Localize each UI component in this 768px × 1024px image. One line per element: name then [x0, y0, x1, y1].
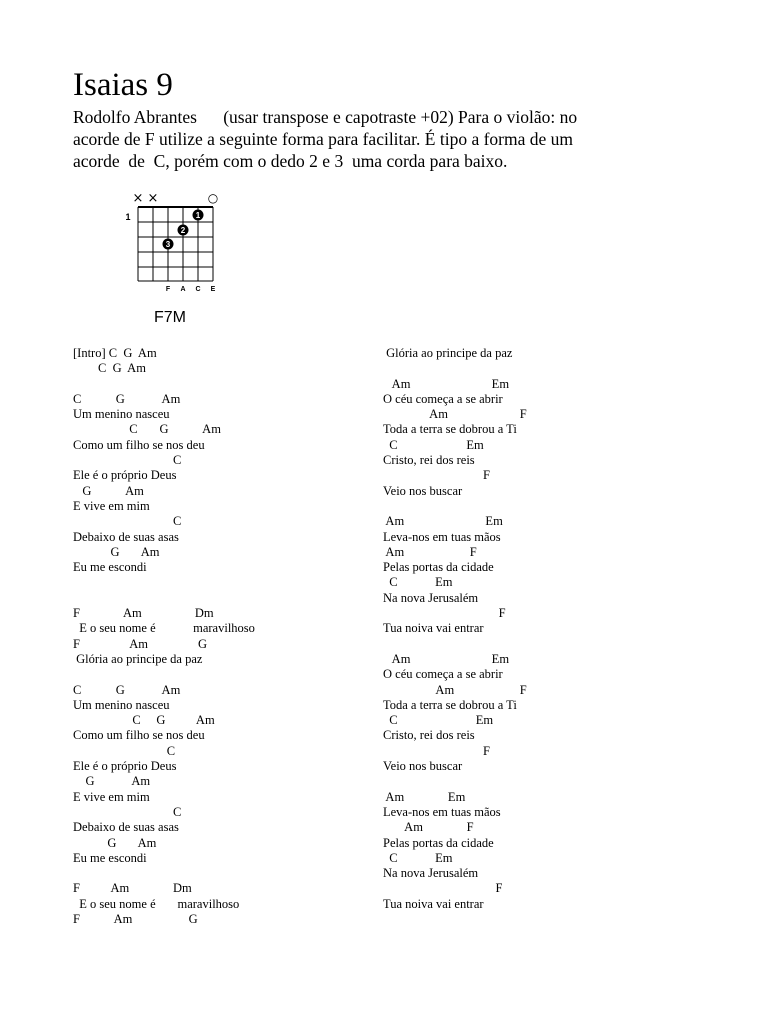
lyric-line: Am F [383, 544, 477, 559]
lyric-line: C [73, 743, 176, 758]
lyric-line: C [73, 514, 182, 529]
lyric-line: G Am [73, 483, 144, 498]
lyric-line: F Am Dm [73, 881, 192, 896]
lyric-line: E o seu nome é maravilhoso [73, 621, 255, 636]
lyric-line: C G Am [73, 391, 181, 406]
lyric-line: C Em [383, 575, 453, 590]
lyric-line: Debaixo de suas asas [73, 529, 179, 544]
lyric-line: Pelas portas da cidade [383, 560, 494, 575]
lyric-line: Veio nos buscar [383, 483, 463, 498]
lyrics-column-left [73, 346, 373, 927]
lyric-line: Eu me escondi [73, 560, 147, 575]
lyric-line: [Intro] C G Am [73, 346, 157, 360]
lyric-line [383, 774, 713, 789]
lyric-line: C Em [383, 437, 484, 452]
lyric-line: Am Em [383, 651, 510, 666]
open-string-marker: ○ [207, 191, 219, 205]
lyric-line: C [73, 804, 182, 819]
lyric-line: Leva-nos em tuas mãos [383, 804, 501, 819]
lyric-line: Am F [383, 407, 527, 422]
lyric-line [383, 499, 713, 514]
lyric-line: C Em [383, 850, 453, 865]
lyric-line: Toda a terra se dobrou a Ti [383, 697, 517, 712]
lyric-line: Um menino nasceu [73, 407, 170, 422]
lyric-line: Am Em [383, 789, 466, 804]
lyric-line: C Em [383, 713, 494, 728]
lyric-line: F [383, 606, 506, 621]
muted-string-marker: × [132, 191, 144, 206]
lyric-line: G Am [73, 774, 151, 789]
lyric-line: O céu começa a se abrir [383, 667, 503, 682]
lyric-line: Cristo, rei dos reis [383, 728, 475, 743]
lyric-line: Am F [383, 682, 527, 697]
string-note: A [180, 286, 186, 293]
lyric-line: Toda a terra se dobrou a Ti [383, 422, 517, 437]
nut [138, 206, 213, 208]
lyric-line [73, 377, 373, 392]
lyric-line: Tua noiva vai entrar [383, 621, 484, 636]
lyric-line: F Am G [73, 636, 208, 651]
lyric-line: E vive em mim [73, 789, 150, 804]
lyric-line: F Am G [73, 911, 198, 926]
lyric-line: F [383, 881, 503, 896]
lyric-line: Leva-nos em tuas mãos [383, 529, 501, 544]
frets [138, 222, 213, 281]
string-note: C [195, 286, 201, 293]
fret-number: 1 [125, 212, 131, 222]
intro-line: acorde de F utilize a seguinte forma para facilitar. É tipo a forma de um [73, 129, 574, 149]
lyric-line: Como um filho se nos deu [73, 728, 205, 743]
lyric-line: Glória ao principe da paz [73, 651, 203, 666]
lyric-line: E vive em mim [73, 498, 150, 513]
lyric-line [73, 866, 373, 881]
lyric-line: Debaixo de suas asas [73, 820, 179, 835]
intro-line: acorde de C, porém com o dedo 2 e 3 uma corda para baixo. [73, 151, 508, 171]
lyric-line [73, 575, 373, 590]
lyric-line: Ele é o próprio Deus [73, 468, 177, 483]
lyric-line: Pelas portas da cidade [383, 835, 494, 850]
lyric-line: Am Em [383, 514, 503, 529]
lyric-line [383, 637, 713, 652]
lyric-line: C G Am [73, 682, 181, 697]
muted-string-marker: × [147, 191, 159, 206]
lyric-line: C G Am [73, 713, 215, 728]
chord-name: F7M [154, 309, 186, 326]
finger-number-1: 1 [195, 211, 201, 220]
lyrics-column-right [383, 346, 713, 912]
lyric-line: Ele é o próprio Deus [73, 759, 177, 774]
lyric-line: G Am [73, 544, 160, 559]
lyric-line: Am Em [383, 376, 510, 391]
lyric-line: Na nova Jerusalém [383, 866, 479, 881]
finger-number-3: 3 [165, 240, 171, 249]
lyric-line: Glória ao principe da paz [383, 346, 513, 360]
lyric-line: Um menino nasceu [73, 697, 170, 712]
song-title: Isaias 9 [73, 67, 173, 103]
lyric-line: Eu me escondi [73, 850, 147, 865]
lyric-line: Tua noiva vai entrar [383, 896, 484, 911]
finger-number-2: 2 [180, 226, 186, 235]
lyric-line: F [383, 743, 490, 758]
lyric-line: C G Am [73, 422, 221, 437]
lyric-line: Na nova Jerusalém [383, 590, 479, 605]
lyric-line [73, 667, 373, 682]
string-note: F [165, 286, 171, 293]
lyric-line: Cristo, rei dos reis [383, 453, 475, 468]
lyric-line: C [73, 453, 182, 468]
lyric-line: Am F [383, 820, 474, 835]
lyric-line: Veio nos buscar [383, 759, 463, 774]
lyric-line: E o seu nome é maravilhoso [73, 896, 240, 911]
lyric-line: F [383, 468, 490, 483]
lyric-line: F Am Dm [73, 606, 214, 621]
lyric-line [73, 591, 373, 606]
lyric-line: G Am [73, 835, 157, 850]
lyric-line [383, 361, 713, 376]
lyric-line: C G Am [73, 361, 146, 376]
song-intro [73, 106, 693, 172]
lyric-line: Como um filho se nos deu [73, 437, 205, 452]
lyric-line: O céu começa a se abrir [383, 391, 503, 406]
intro-line: Rodolfo Abrantes (usar transpose e capotraste +02) Para o violão: no [73, 107, 578, 127]
string-note: E [210, 286, 216, 293]
chord-diagram-f7m [118, 186, 238, 326]
